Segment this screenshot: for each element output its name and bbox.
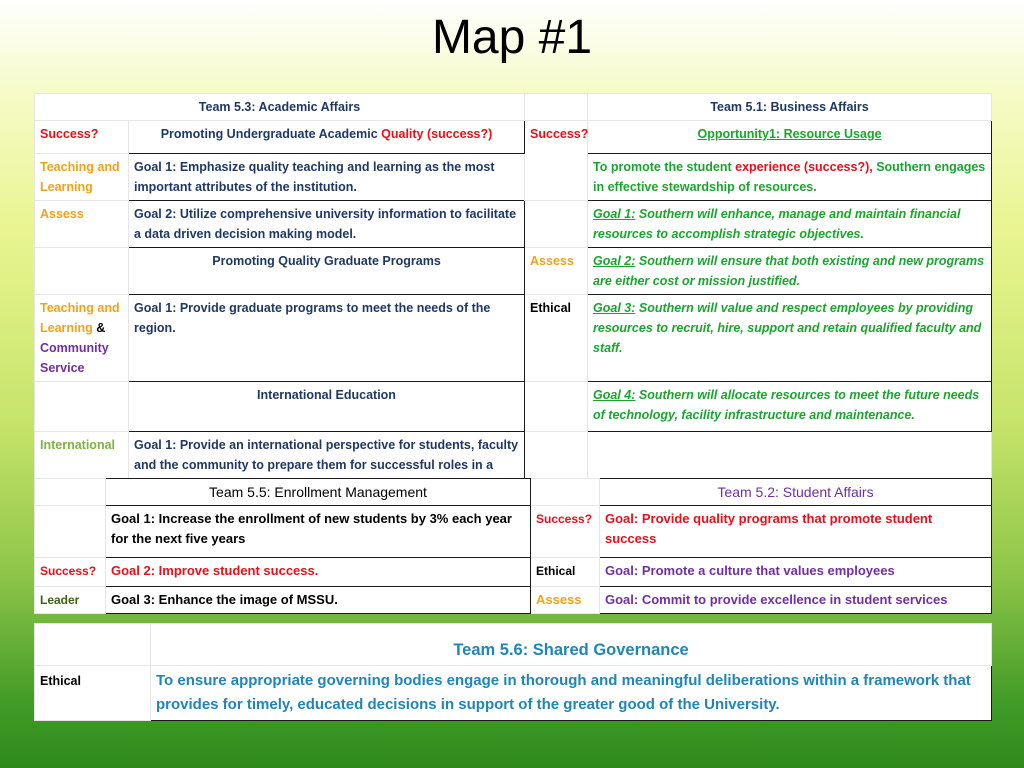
governance-statement: To ensure appropriate governing bodies engage in thorough and meaningful deliberations within a framework that provides for timely, educated decisions in support of the greater good of the University. [151, 666, 992, 721]
business-success-label: Success? [525, 121, 588, 201]
student-goal-excellence: Goal: Commit to provide excellence in student services [600, 587, 992, 614]
graduate-heading: Promoting Quality Graduate Programs [129, 248, 525, 295]
student-success-label: Success? [531, 506, 600, 558]
business-goal-4: Goal 4: Southern will allocate resources to meet the future needs of technology, facility infrastructure and maintenance. [588, 382, 992, 432]
business-goal-3: Goal 3: Southern will value and respect employees by providing resources to recruit, hire, support and retain qualified faculty and staff. [588, 295, 992, 382]
academic-business-table [34, 93, 992, 499]
student-goal-culture: Goal: Promote a culture that values employees [600, 558, 992, 587]
student-affairs-header: Team 5.2: Student Affairs [600, 479, 992, 506]
business-ethical-label: Ethical [525, 295, 588, 382]
academic-assess-label: Assess [35, 201, 129, 248]
enrollment-goal-1: Goal 1: Increase the enrollment of new students by 3% each year for the next five years [106, 506, 531, 558]
governance-header: Team 5.6: Shared Governance [151, 624, 992, 666]
business-goal-1: Goal 1: Southern will enhance, manage and maintain financial resources to accomplish strategic objectives. [588, 201, 992, 248]
business-affairs-header: Team 5.1: Business Affairs [588, 94, 992, 121]
international-label: International [35, 432, 129, 499]
slide-title: Map #1 [431, 11, 593, 64]
academic-affairs-header: Team 5.3: Academic Affairs [35, 94, 525, 121]
leader-label: Leader [35, 587, 106, 614]
enrollment-student-table [34, 478, 992, 614]
enrollment-goal-2: Goal 2: Improve student success. [106, 558, 531, 587]
student-assess-label: Assess [531, 587, 600, 614]
promote-student-experience: To promote the student experience (success?), Southern engages in effective stewardship of resources. [588, 154, 992, 201]
international-goal-1: Goal 1: Provide an international perspective for students, faculty and the community to prepare them for successful roles in a [129, 432, 525, 499]
enrollment-header: Team 5.5: Enrollment Management [106, 479, 531, 506]
business-assess-label: Assess [525, 248, 588, 295]
international-heading: International Education [129, 382, 525, 432]
student-ethical-label: Ethical [531, 558, 600, 587]
undergrad-heading: Promoting Undergraduate Academic Quality (success?) [129, 121, 525, 154]
student-goal-programs: Goal: Provide quality programs that promote student success [600, 506, 992, 558]
enrollment-goal-3: Goal 3: Enhance the image of MSSU. [106, 587, 531, 614]
governance-table [34, 623, 992, 721]
teaching-learning-label: Teaching and Learning [35, 154, 129, 201]
teaching-community-label: Teaching and Learning & Community Service [35, 295, 129, 382]
graduate-goal-1: Goal 1: Provide graduate programs to meet the needs of the region. [129, 295, 525, 382]
academic-goal-2: Goal 2: Utilize comprehensive university information to facilitate a data driven decision making model. [129, 201, 525, 248]
academic-goal-1: Goal 1: Emphasize quality teaching and learning as the most important attributes of the institution. [129, 154, 525, 201]
business-goal-2: Goal 2: Southern will ensure that both existing and new programs are either cost or mission justified. [588, 248, 992, 295]
governance-ethical-label: Ethical [35, 666, 151, 721]
enrollment-success-label: Success? [35, 558, 106, 587]
opportunity-heading: Opportunity1: Resource Usage [588, 121, 992, 154]
academic-success-label: Success? [35, 121, 129, 154]
